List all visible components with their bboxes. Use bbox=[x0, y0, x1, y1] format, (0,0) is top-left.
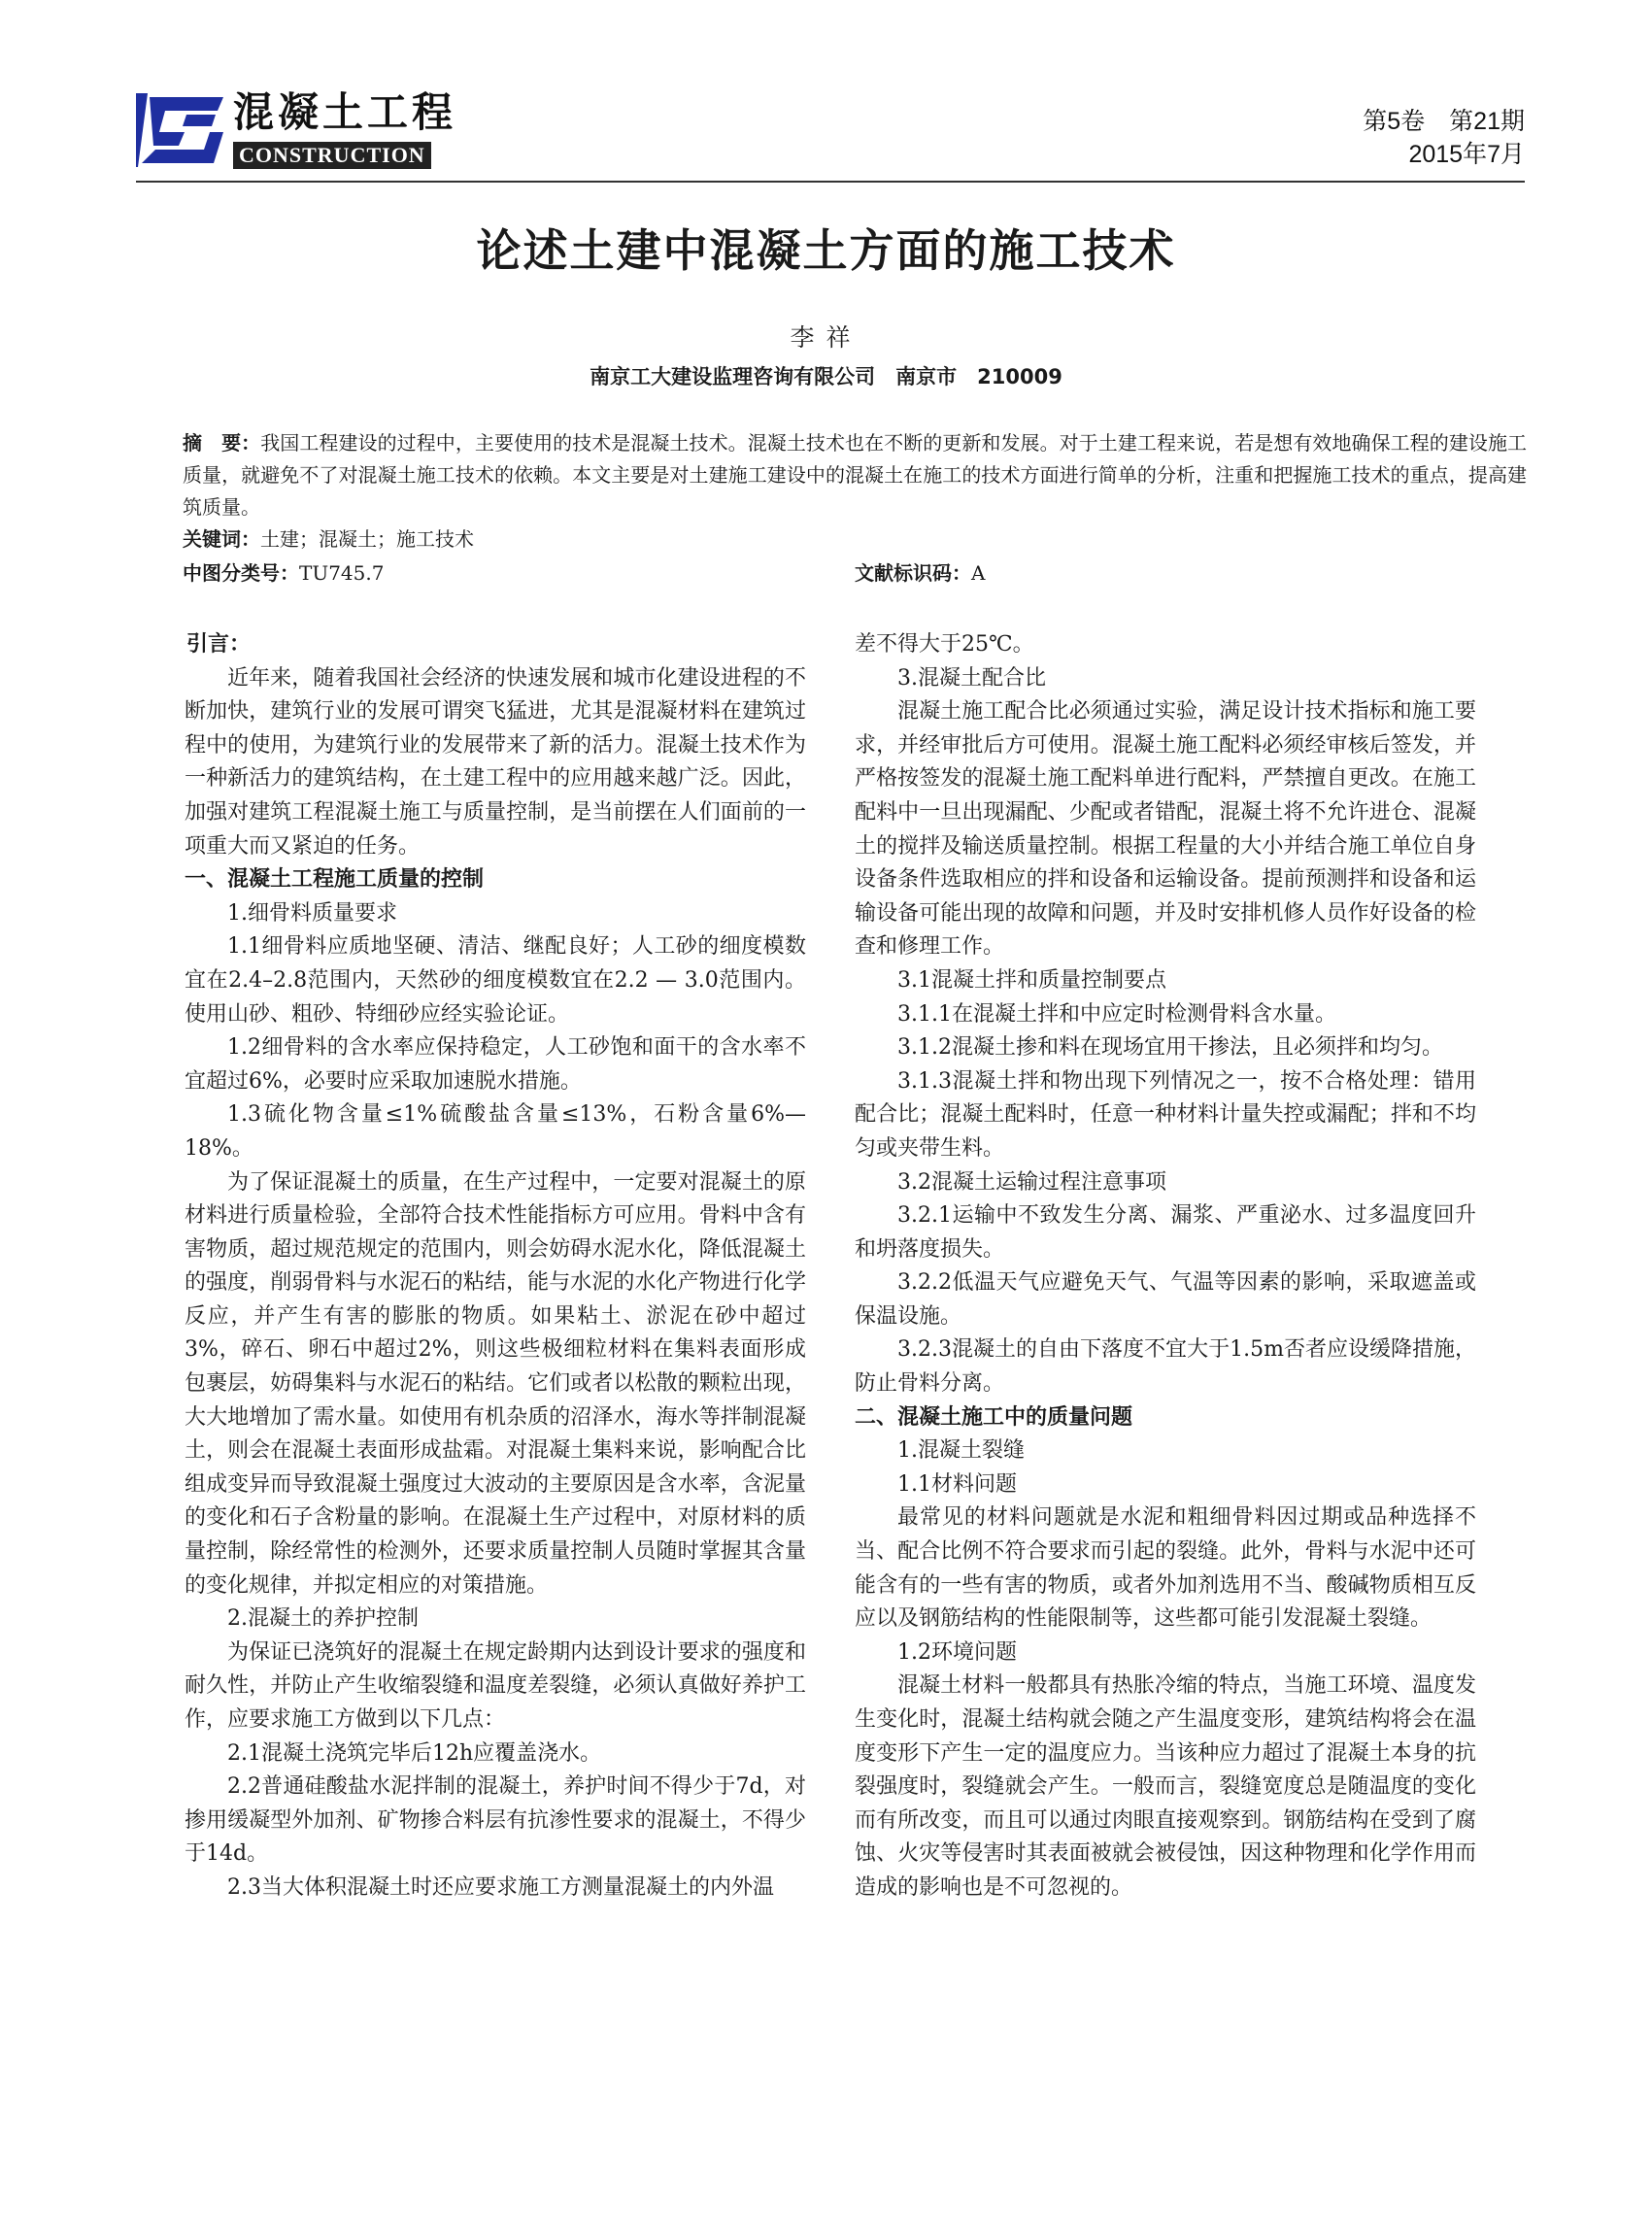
section-heading: 一、混凝土工程施工质量的控制 bbox=[185, 867, 485, 893]
issue-date: 2015年7月 bbox=[1408, 141, 1525, 168]
doc-value: A bbox=[971, 561, 986, 585]
paragraph: 3.2混凝土运输过程注意事项 bbox=[897, 1169, 1166, 1195]
keywords-label: 关键词： bbox=[183, 527, 260, 551]
paragraph: 1.3硫化物含量≤1%硫酸盐含量≤13%，石粉含量6%—18%。 bbox=[185, 1102, 806, 1161]
journal-name bbox=[233, 89, 456, 169]
paragraph: 3.2.2低温天气应避免天气、气温等因素的影响，采取遮盖或保温设施。 bbox=[855, 1270, 1476, 1329]
paragraph: 2.1混凝土浇筑完毕后12h应覆盖浇水。 bbox=[227, 1740, 602, 1766]
paragraph: 3.1混凝土拌和质量控制要点 bbox=[897, 967, 1166, 993]
keywords-text: 土建；混凝土；施工技术 bbox=[260, 527, 474, 551]
intro-heading: 引言： bbox=[186, 632, 252, 657]
paragraph: 3.1.1在混凝土拌和中应定时检测骨料含水量。 bbox=[897, 1001, 1336, 1027]
clc-value: TU745.7 bbox=[299, 561, 385, 585]
volume-issue: 第5卷 第21期 bbox=[1363, 108, 1525, 135]
paragraph: 为了保证混凝土的质量，在生产过程中，一定要对混凝土的原材料进行质量检验，全部符合技术性能指标方可应用。骨料中含有害物质，超过规范规定的范围内，则会妨碍水泥水化，降低混凝土的强度，削弱骨料与水泥石的粘结，能与水泥的水化产物进行化学反应，并产生有害的膨胀的物质。如果粘土、淤泥在砂中超过3%，碎石、卵石中超过2%，则这些极细粒材料在集料表面形成包裹层，妨碍集料与水泥石的粘结。它们或者以松散的颗粒出现，大大地增加了需水量。如使用有机杂质的沼泽水，海水等拌制混凝土，则会在混凝土表面形成盐霜。对混凝土集料来说，影响配合比组成变异而导致混凝土强度过大波动的主要原因是含水率，含泥量的变化和石子含粉量的影响。在混凝土生产过程中，对原材料的质量控制，除经常性的检测外，还要求质量控制人员随时掌握其含量的变化规律，并拟定相应的对策措施。 bbox=[185, 1169, 806, 1598]
paragraph: 3.2.3混凝土的自由下落度不宜大于1.5m否者应设缓降措施，防止骨料分离。 bbox=[855, 1337, 1476, 1397]
paragraph: 1.2环境问题 bbox=[897, 1639, 1017, 1665]
paragraph: 3.混凝土配合比 bbox=[897, 665, 1046, 691]
clc-number bbox=[183, 558, 384, 588]
header-divider bbox=[136, 181, 1525, 183]
paragraph: 3.1.2混凝土掺和料在现场宜用干掺法，且必须拌和均匀。 bbox=[897, 1035, 1443, 1061]
paragraph: 2.混凝土的养护控制 bbox=[227, 1606, 419, 1632]
paragraph: 近年来，随着我国社会经济的快速发展和城市化建设进程的不断加快，建筑行业的发展可谓突飞猛进，尤其是混凝材料在建筑过程中的使用，为建筑行业的发展带来了新的活力。混凝土技术作为一种新活力的建筑结构，在土建工程中的应用越来越广泛。因此，加强对建筑工程混凝土施工与质量控制，是当前摆在人们面前的一项重大而又紧迫的任务。 bbox=[185, 665, 806, 859]
paragraph: 混凝土材料一般都具有热胀冷缩的特点，当施工环境、温度发生变化时，混凝土结构就会随之产生温度变形，建筑结构将会在温度变形下产生一定的温度应力。当该种应力超过了混凝土本身的抗裂强度时，裂缝就会产生。一般而言，裂缝宽度总是随温度的变化而有所改变，而且可以通过肉眼直接观察到。钢筋结构在受到了腐蚀、火灾等侵害时其表面被就会被侵蚀，因这种物理和化学作用而造成的影响也是不可忽视的。 bbox=[855, 1673, 1476, 1900]
paragraph: 混凝土施工配合比必须通过实验，满足设计技术指标和施工要求，并经审批后方可使用。混凝土施工配料必须经审核后签发，并严格按签发的混凝土施工配料单进行配料，严禁擅自更改。在施工配料中一旦出现漏配、少配或者错配，混凝土将不允许进仓、混凝土的搅拌及输送质量控制。根据工程量的大小并结合施工单位自身设备条件选取相应的拌和设备和运输设备。提前预测拌和设备和运输设备可能出现的故障和问题，并及时安排机修人员作好设备的检查和修理工作。 bbox=[855, 699, 1476, 960]
journal-name-en: CONSTRUCTION bbox=[233, 142, 431, 169]
paragraph: 1.1细骨料应质地坚硬、清洁、继配良好；人工砂的细度模数宜在2.4–2.8范围内，天然砂的细度模数宜在2.2 — 3.0范围内。使用山砂、粗砂、特细砂应经实验论证。 bbox=[185, 934, 806, 1027]
journal-logo-icon bbox=[136, 93, 225, 167]
article-title: 论述土建中混凝土方面的施工技术 bbox=[476, 224, 1176, 277]
journal-name-cn: 混凝土工程 bbox=[233, 88, 457, 136]
section-heading: 二、混凝土施工中的质量问题 bbox=[855, 1404, 1133, 1430]
journal-header bbox=[136, 85, 1525, 183]
doc-label: 文献标识码： bbox=[855, 561, 971, 585]
paragraph: 1.混凝土裂缝 bbox=[897, 1438, 1025, 1464]
paragraph: 为保证已浇筑好的混凝土在规定龄期内达到设计要求的强度和耐久性，并防止产生收缩裂缝和温度差裂缝，必须认真做好养护工作，应要求施工方做到以下几点： bbox=[185, 1639, 806, 1732]
body-right-column bbox=[855, 628, 1476, 1906]
clc-label: 中图分类号： bbox=[183, 561, 299, 585]
author-affiliation: 南京工大建设监理咨询有限公司 南京市 210009 bbox=[590, 365, 1062, 388]
paragraph: 1.1材料问题 bbox=[897, 1471, 1017, 1497]
paragraph: 2.2普通硅酸盐水泥拌制的混凝土，养护时间不得少于7d，对掺用缓凝型外加剂、矿物掺合料层有抗渗性要求的混凝土，不得少于14d。 bbox=[185, 1774, 806, 1867]
abstract-text: 我国工程建设的过程中，主要使用的技术是混凝土技术。混凝土技术也在不断的更新和发展。对于土建工程来说，若是想有效地确保工程的建设施工质量，就避免不了对混凝土施工技术的依赖。本文主要是对土建施工建设中的混凝土在施工的技术方面进行简单的分析，注重和把握施工技术的重点，提高建筑质量。 bbox=[183, 431, 1528, 519]
abstract-label: 摘 要： bbox=[183, 431, 261, 455]
issue-info bbox=[1363, 105, 1525, 171]
paragraph: 3.2.1运输中不致发生分离、漏浆、严重泌水、过多温度回升和坍落度损失。 bbox=[855, 1203, 1476, 1262]
document-code bbox=[855, 558, 985, 588]
keywords bbox=[183, 524, 474, 554]
paragraph: 最常见的材料问题就是水泥和粗细骨料因过期或品种选择不当、配合比例不符合要求而引起的裂缝。此外，骨料与水泥中还可能含有的一些有害的物质，或者外加剂选用不当、酸碱物质相互反应以及钢筋结构的性能限制等，这些都可能引发混凝土裂缝。 bbox=[855, 1505, 1476, 1632]
paragraph: 1.细骨料质量要求 bbox=[227, 900, 397, 926]
paragraph: 1.2细骨料的含水率应保持稳定，人工砂饱和面干的含水率不宜超过6%，必要时应采取加速脱水措施。 bbox=[185, 1035, 806, 1094]
body-left-column bbox=[185, 628, 806, 1906]
abstract bbox=[183, 427, 1527, 523]
paragraph: 2.3当大体积混凝土时还应要求施工方测量混凝土的内外温 bbox=[227, 1874, 774, 1900]
paragraph: 3.1.3混凝土拌和物出现下列情况之一，按不合格处理：错用配合比；混凝土配料时，任意一种材料计量失控或漏配；拌和不均匀或夹带生料。 bbox=[855, 1068, 1476, 1161]
article-author: 李祥 bbox=[790, 323, 862, 352]
paragraph: 差不得大于25℃。 bbox=[855, 632, 1034, 657]
